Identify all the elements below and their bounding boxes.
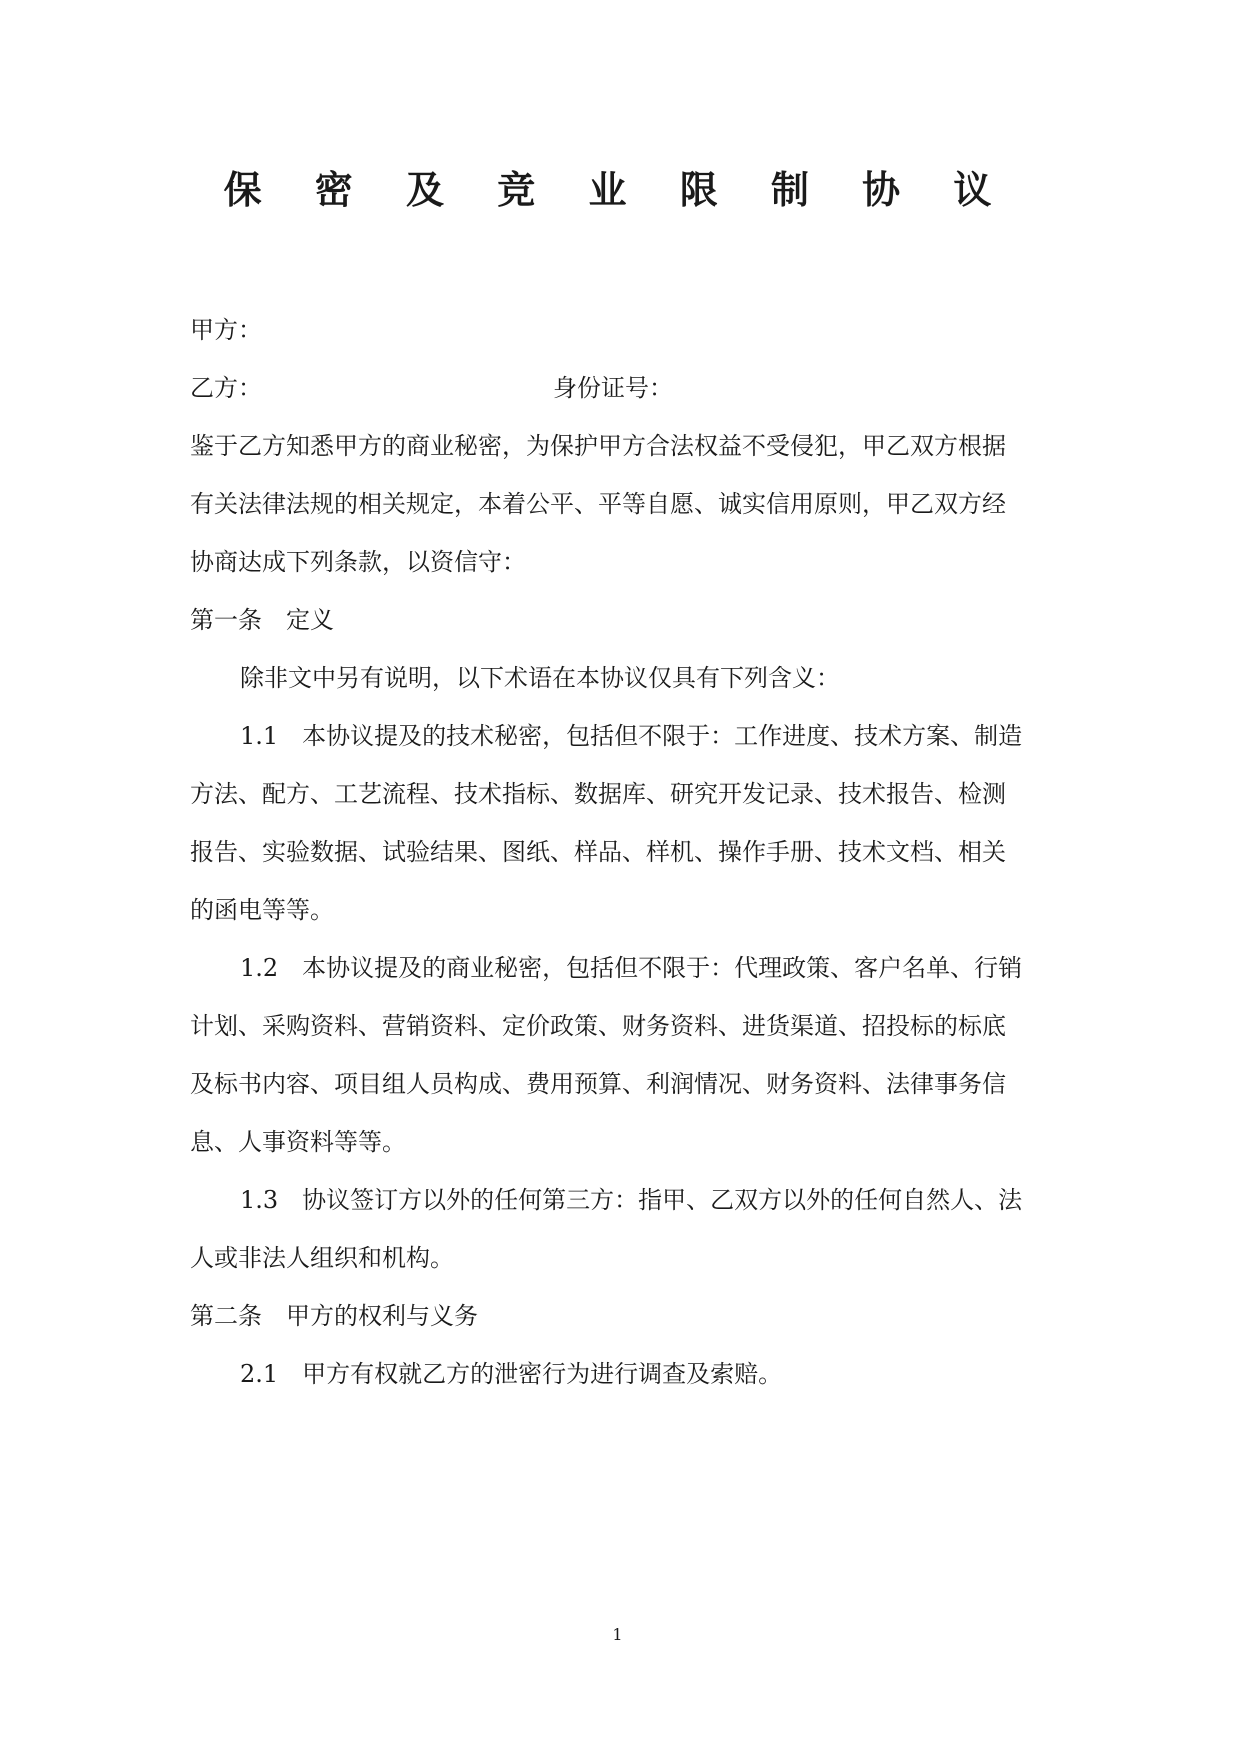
- clause-1-2-line: 1.2 本协议提及的商业秘密，包括但不限于：代理政策、客户名单、行销: [240, 954, 1023, 982]
- clause-1-2-line: 计划、采购资料、营销资料、定价政策、财务资料、进货渠道、招投标的标底: [190, 1012, 1006, 1040]
- clause-1-2-line: 息、人事资料等等。: [190, 1128, 406, 1156]
- preamble-line: 有关法律法规的相关规定，本着公平、平等自愿、诚实信用原则，甲乙双方经: [190, 490, 1006, 518]
- clause-1-3-line: 1.3 协议签订方以外的任何第三方：指甲、乙双方以外的任何自然人、法: [240, 1186, 1023, 1214]
- page-number: 1: [612, 1625, 623, 1644]
- clause-1-1-line: 方法、配方、工艺流程、技术指标、数据库、研究开发记录、技术报告、检测: [190, 780, 1006, 808]
- article-2-heading: 第二条 甲方的权利与义务: [190, 1302, 478, 1330]
- clause-1-1-line: 的函电等等。: [190, 896, 334, 924]
- article-1-heading: 第一条 定义: [190, 606, 334, 634]
- party-a-label: 甲方：: [190, 316, 262, 344]
- clause-2-1: 2.1 甲方有权就乙方的泄密行为进行调查及索赔。: [240, 1360, 783, 1388]
- article-1-intro: 除非文中另有说明，以下术语在本协议仅具有下列含义：: [240, 664, 840, 692]
- preamble-line: 鉴于乙方知悉甲方的商业秘密，为保护甲方合法权益不受侵犯，甲乙双方根据: [190, 432, 1006, 460]
- party-b-label: 乙方：: [190, 374, 262, 402]
- clause-1-3-line: 人或非法人组织和机构。: [190, 1244, 454, 1272]
- clause-1-1-line: 报告、实验数据、试验结果、图纸、样品、样机、操作手册、技术文档、相关: [190, 838, 1006, 866]
- document-title: 保 密 及 竞 业 限 制 协 议: [223, 168, 1012, 212]
- clause-1-2-line: 及标书内容、项目组人员构成、费用预算、利润情况、财务资料、法律事务信: [190, 1070, 1006, 1098]
- clause-1-1-line: 1.1 本协议提及的技术秘密，包括但不限于：工作进度、技术方案、制造: [240, 722, 1023, 750]
- preamble-line: 协商达成下列条款，以资信守：: [190, 548, 526, 576]
- id-number-label: 身份证号：: [553, 374, 673, 402]
